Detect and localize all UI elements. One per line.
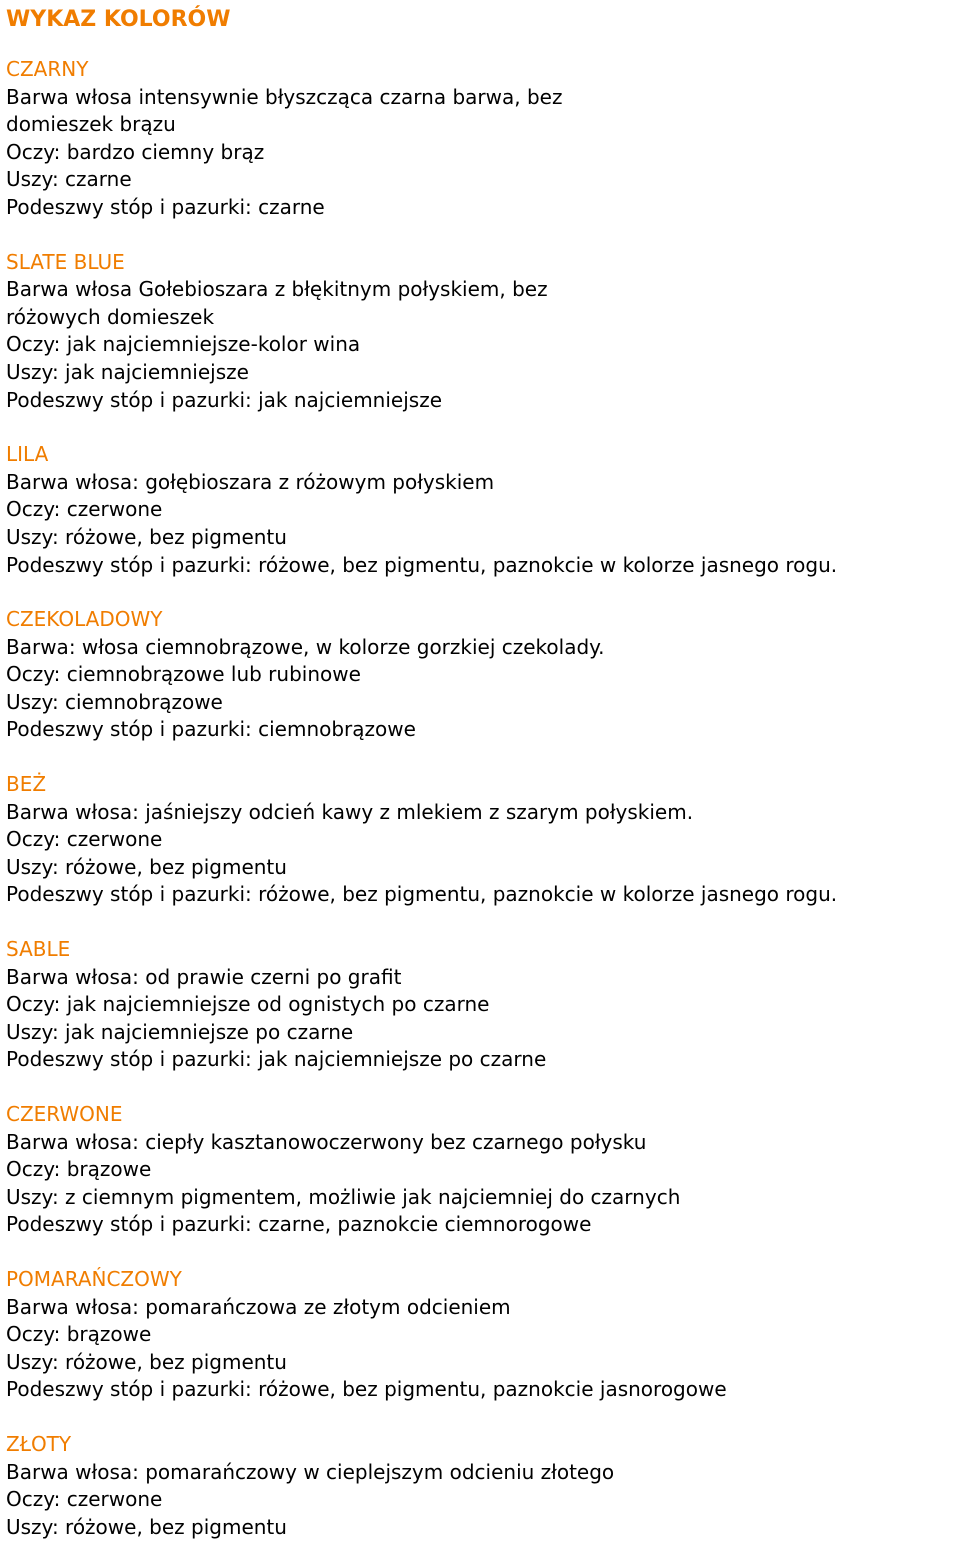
- section-line: Podeszwy stóp i pazurki: różowe, bez pigmentu, paznokcie w kolorze jasnego rogu.: [6, 552, 838, 577]
- color-section-slate-blue: [6, 249, 954, 415]
- section-title: CZERWONE: [6, 1102, 123, 1126]
- section-line: Barwa włosa: jaśniejszy odcień kawy z mlekiem z szarym połyskiem.: [6, 799, 694, 824]
- section-line: domieszek brązu: [6, 112, 176, 137]
- section-line: Barwa włosa: pomarańczowa ze złotym odcieniem: [6, 1294, 511, 1319]
- section-line: Barwa włosa: ciepły kasztanowoczerwony bez czarnego połysku: [6, 1129, 647, 1154]
- section-line: Uszy: jak najciemniejsze: [6, 359, 249, 384]
- color-section-sable: [6, 936, 954, 1074]
- section-line: Oczy: czerwone: [6, 827, 163, 852]
- section-line: Oczy: ciemnobrązowe lub rubinowe: [6, 662, 361, 687]
- section-line: Podeszwy stóp i pazurki: jak najciemniejsze: [6, 387, 442, 412]
- section-line: Podeszwy stóp i pazurki: różowe, bez pigmentu, paznokcie w kolorze jasnego rogu.: [6, 882, 838, 907]
- section-line: Barwa włosa Gołebioszara z błękitnym połyskiem, bez: [6, 277, 548, 302]
- section-title: BEŻ: [6, 772, 47, 797]
- section-line: Barwa: włosa ciemnobrązowe, w kolorze gorzkiej czekolady.: [6, 634, 605, 659]
- color-section-bez: [6, 771, 954, 909]
- section-line: Barwa włosa: od prawie czerni po grafit: [6, 964, 402, 989]
- section-line: Uszy: różowe, bez pigmentu: [6, 854, 287, 879]
- section-line: Uszy: różowe, bez pigmentu: [6, 524, 287, 549]
- section-line: Oczy: jak najciemniejsze od ognistych po czarne: [6, 992, 490, 1017]
- section-line: Uszy: z ciemnym pigmentem, możliwie jak najciemniej do czarnych: [6, 1184, 681, 1209]
- section-title: CZARNY: [6, 57, 89, 81]
- section-line: Uszy: jak najciemniejsze po czarne: [6, 1019, 354, 1044]
- section-line: Podeszwy stóp i pazurki: ciemnobrązowe: [6, 717, 416, 742]
- section-line: Barwa włosa: pomarańczowy w cieplejszym odcieniu złotego: [6, 1459, 615, 1484]
- color-section-lila: [6, 441, 954, 579]
- section-line: różowych domieszek: [6, 304, 215, 329]
- section-line: Podeszwy stóp i pazurki: różowe, bez pigmentu, paznokcie jasnorogowe: [6, 1377, 727, 1402]
- section-line: Uszy: czarne: [6, 167, 132, 192]
- section-title: CZEKOLADOWY: [6, 607, 163, 632]
- color-section-czerwone: [6, 1101, 954, 1239]
- section-title: POMARAŃCZOWY: [6, 1266, 182, 1291]
- section-line: Oczy: bardzo ciemny brąz: [6, 139, 265, 164]
- section-line: Barwa włosa intensywnie błyszcząca czarna barwa, bez: [6, 84, 563, 109]
- color-section-zloty: [6, 1431, 954, 1541]
- section-line: Oczy: czerwone: [6, 1487, 163, 1512]
- color-section-pomaranczowy: [6, 1266, 954, 1404]
- section-line: Podeszwy stóp i pazurki: czarne, paznokcie ciemnorogowe: [6, 1212, 592, 1237]
- section-title: ZŁOTY: [6, 1431, 72, 1456]
- section-line: Uszy: ciemnobrązowe: [6, 689, 223, 714]
- section-line: Oczy: brązowe: [6, 1322, 152, 1347]
- section-title: SLATE BLUE: [6, 249, 125, 274]
- color-section-czarny: [6, 56, 954, 222]
- section-line: Uszy: różowe, bez pigmentu: [6, 1514, 287, 1539]
- section-line: Podeszwy stóp i pazurki: czarne: [6, 194, 325, 219]
- section-line: Uszy: różowe, bez pigmentu: [6, 1349, 287, 1374]
- section-title: LILA: [6, 442, 49, 467]
- section-line: Barwa włosa: gołębioszara z różowym połyskiem: [6, 469, 495, 494]
- document-title: WYKAZ KOLORÓW: [6, 7, 231, 32]
- section-title: SABLE: [6, 937, 71, 962]
- section-line: Oczy: czerwone: [6, 497, 163, 522]
- section-line: Oczy: jak najciemniejsze-kolor wina: [6, 332, 361, 357]
- section-line: Podeszwy stóp i pazurki: jak najciemniejsze po czarne: [6, 1047, 547, 1072]
- section-line: Oczy: brązowe: [6, 1157, 152, 1182]
- color-section-czekoladowy: [6, 606, 954, 744]
